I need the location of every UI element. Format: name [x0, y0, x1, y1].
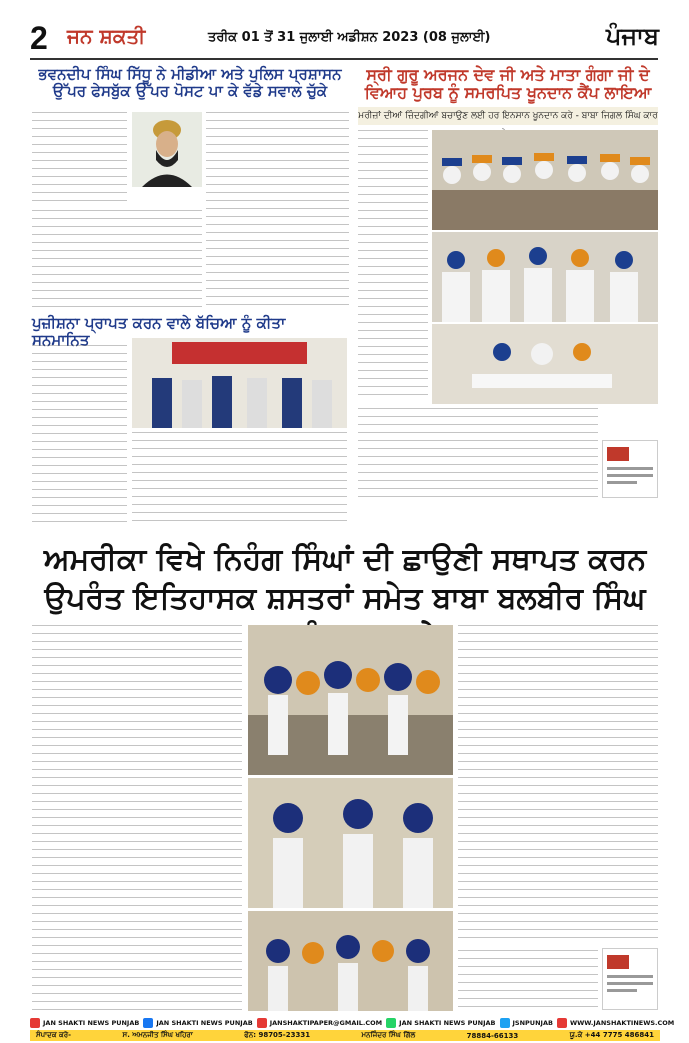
social-link[interactable] — [30, 1018, 139, 1028]
email-icon — [257, 1018, 267, 1028]
article-body — [32, 112, 127, 207]
social-link-label: JAN SHAKTI NEWS PUNJAB — [399, 1019, 496, 1027]
contact-bar — [30, 1030, 660, 1041]
blood-donation-photo — [432, 324, 658, 404]
newspaper-logo: ਜਨ ਸ਼ਕਤੀ — [67, 24, 146, 48]
contact-item: ਮਨਜਿੰਦਰ ਸਿੰਘ ਗਿੱਲ — [361, 1031, 416, 1039]
article-headline-right: ਸ੍ਰੀ ਗੁਰੂ ਅਰਜਨ ਦੇਵ ਜੀ ਅਤੇ ਮਾਤਾ ਗੰਗਾ ਜੀ ਦੇ ਵਿਆਹ ਪੁਰਬ ਨੂੰ ਸਮਰਪਿਤ ਖੂਨਦਾਨ ਕੈਂਪ ਲਾਇਆ — [364, 65, 652, 103]
article-body — [132, 432, 347, 525]
masthead-rule — [30, 58, 658, 60]
contact-item: ਸ. ਅਮਨਜੀਤ ਸਿੰਘ ਖਹਿਰਾ — [122, 1031, 193, 1039]
article-body — [32, 210, 202, 308]
social-link[interactable] — [143, 1018, 252, 1028]
article-body — [32, 345, 127, 525]
jan-shakti-ad — [602, 440, 658, 498]
social-link-label: WWW.JANSHAKTINEWS.COM — [569, 1019, 675, 1027]
masthead — [0, 0, 689, 58]
nihang-procession-photo — [248, 625, 453, 775]
youtube-icon — [30, 1018, 40, 1028]
contact-item: 78884-66133 — [466, 1031, 519, 1040]
article-body — [206, 112, 349, 308]
contact-item: ਸੰਪਾਦਕ ਕਰੇ- — [36, 1031, 72, 1039]
portrait-photo — [132, 112, 202, 187]
social-link[interactable] — [257, 1018, 382, 1028]
section-title: ਪੰਜਾਬ — [606, 22, 659, 50]
contact-item: ਫੋਨ: 98705-23331 — [244, 1031, 311, 1039]
social-link[interactable] — [386, 1018, 495, 1028]
weapons-photo — [248, 778, 453, 908]
article-headline-mid: ਪੁਜ਼ੀਸ਼ਨਾ ਪ੍ਰਾਪਤ ਕਰਨ ਵਾਲੇ ਬੱਚਿਆ ਨੂੰ ਕੀਤਾ ਸਨਮਾਨਿਤ — [32, 314, 286, 350]
jan-shakti-ad — [602, 948, 658, 1010]
twitter-icon — [500, 1018, 510, 1028]
article-headline-left: ਭਵਨਦੀਪ ਸਿੰਘ ਸਿੱਧੂ ਨੇ ਮੀਡੀਆ ਅਤੇ ਪੁਲਿਸ ਪ੍ਰਸ਼ਾਸਨ ਉੱਪਰ ਫੇਸਬੁੱਕ ਉੱਪਰ ਪੋਸਟ ਪਾ ਕੇ ਵੱਡੇ ਸਵਾਲ ਚੁੱਕੇ — [38, 65, 342, 101]
social-link[interactable] — [557, 1018, 674, 1028]
page-number: 2 — [30, 20, 48, 56]
social-link-label: JAN SHAKTI NEWS PUNJAB — [156, 1019, 253, 1027]
contact-item: ਯੂ.ਕੇ +44 7775 486841 — [569, 1031, 654, 1039]
social-link-label: JANSHAKTIPAPER@GMAIL.COM — [269, 1019, 383, 1027]
article-body — [358, 408, 598, 498]
blood-camp-photo-2 — [432, 232, 658, 322]
social-link-label: JAN SHAKTI NEWS PUNJAB — [43, 1019, 140, 1027]
blood-camp-photo-1 — [432, 130, 658, 230]
footer — [0, 1015, 689, 1043]
article-body — [458, 950, 598, 1010]
social-link-label: JSNPUNJAB — [512, 1019, 553, 1027]
dateline: ਤਰੀਕ 01 ਤੋਂ 31 ਜੁਲਾਈ ਅਡੀਸ਼ਨ 2023 (08 ਜੁਲਾਈ) — [208, 30, 491, 45]
article-strap: ਮਰੀਜ਼ਾਂ ਦੀਆਂ ਜ਼ਿੰਦਗੀਆਂ ਬਚਾਉਣ ਲਈ ਹਰ ਇਨਸਾਨ ਖੂਨਦਾਨ ਕਰੇ - ਬਾਬਾ ਜਿਗਲ ਸਿੰਘ ਕਾਰ — [358, 107, 658, 125]
students-honour-photo — [132, 338, 347, 428]
article-body — [458, 625, 658, 945]
facebook-icon — [143, 1018, 153, 1028]
social-link[interactable] — [500, 1018, 553, 1028]
whatsapp-icon — [386, 1018, 396, 1028]
main-headline: ਅਮਰੀਕਾ ਵਿਖੇ ਨਿਹੰਗ ਸਿੰਘਾਂ ਦੀ ਛਾਉਣੀ ਸਥਾਪਤ ਕਰਨ ਉਪਰੰਤ ਇਤਿਹਾਸਕ ਸ਼ਸਤਰਾਂ ਸਮੇਤ ਬਾਬਾ ਬਲਬੀਰ ਸਿੰਘ — [43, 542, 647, 616]
social-links — [30, 1017, 675, 1029]
article-body — [358, 130, 428, 400]
globe-icon — [557, 1018, 567, 1028]
article-body — [32, 625, 242, 1010]
gathering-photo — [248, 911, 453, 1011]
